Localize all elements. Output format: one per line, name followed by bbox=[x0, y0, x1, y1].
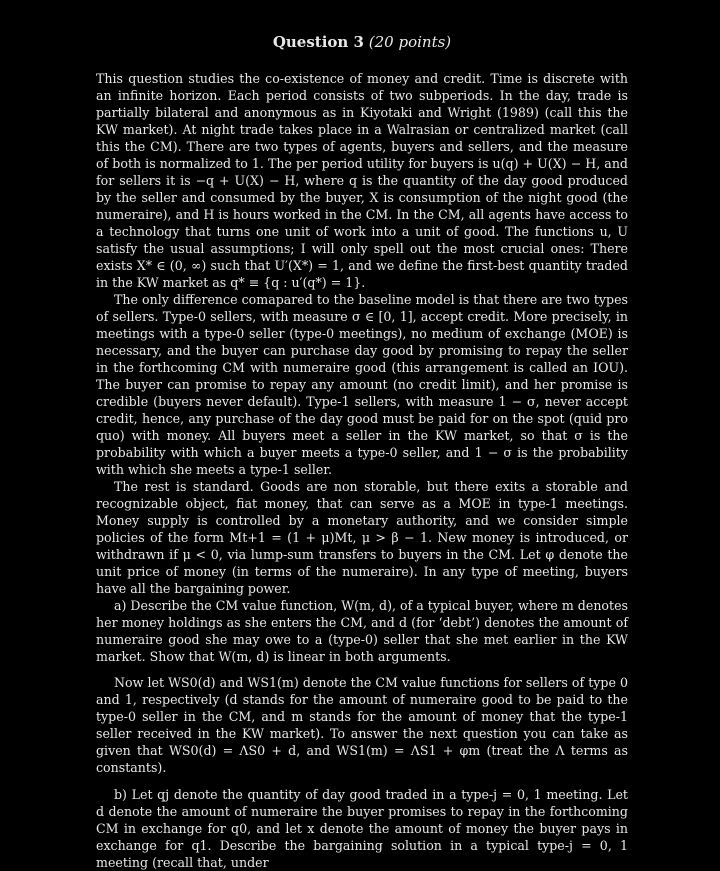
document-page bbox=[96, 28, 628, 871]
question-part-a: a) Describe the CM value function, W(m, d), of a typical buyer, where m denotes her money holdings as she enters the CM, and d (for ‘debt’) denotes the amount of numeraire good she may owe to a (type-0) seller that she met earlier in the KW market. Show that W(m, d) is linear in both arguments. bbox=[96, 598, 628, 664]
paragraph-seller-values: Now let WS0(d) and WS1(m) denote the CM value functions for sellers of type 0 and 1, respectively (d stands for the amount of numeraire good to be paid to the type-0 seller in the CM, and m stands for the amount of money that the type-1 seller received in the KW market). To answer the next question you can take as given that WS0(d) = ΛS0 + d, and WS1(m) = ΛS1 + φm (treat the Λ terms as constants). bbox=[96, 675, 628, 775]
paragraph-intro: This question studies the co-existence of money and credit. Time is discrete with an infinite horizon. Each period consists of two subperiods. In the day, trade is partially bilateral and anonymous as in Kiyotaki and Wright (1989) (call this the KW market). At night trade takes place in a Walrasian or centralized market (call this the CM). There are two types of agents, buyers and sellers, and the measure of both is normalized to 1. The per period utility for buyers is u(q) + U(X) − H, and for sellers it is −q + U(X) − H, where q is the quantity of the day good produced by the seller and consumed by the buyer, X is consumption of the night good (the numeraire), and H is hours worked in the CM. In the CM, all agents have access to a technology that turns one unit of work into a unit of good. The functions u, U satisfy the usual assumptions; I will only spell out the most crucial ones: There exists X* ∈ (0, ∞) such that U′(X*) = 1, and we define the first-best quantity traded in the KW market as q* ≡ {q : u′(q*) = 1}. bbox=[96, 71, 628, 290]
paragraph-difference: The only difference comapared to the baseline model is that there are two types of sellers. Type-0 sellers, with measure σ ∈ [0, 1], accept credit. More precisely, in meetings with a type-0 seller (type-0 meetings), no medium of exchange (MOE) is necessary, and the buyer can purchase day good by promising to repay the seller in the forthcoming CM with numeraire good (this arrangement is called an IOU). The buyer can promise to repay any amount (no credit limit), and her promise is credible (buyers never default). Type-1 sellers, with measure 1 − σ, never accept credit, hence, any purchase of the day good must be paid for on the spot (quid pro quo) with money. All buyers meet a seller in the KW market, so that σ is the probability with which a buyer meets a type-0 seller, and 1 − σ is the probability with which she meets a type-1 seller. bbox=[96, 292, 628, 477]
question-points: (20 points) bbox=[368, 33, 452, 51]
question-title bbox=[96, 32, 628, 52]
question-title-text: Question 3 bbox=[272, 33, 364, 51]
paragraph-standard: The rest is standard. Goods are non storable, but there exits a storable and recognizable object, fiat money, that can serve as a MOE in type-1 meetings. Money supply is controlled by a monetary authority, and we consider simple policies of the form Mt+1 = (1 + μ)Mt, μ > β − 1. New money is introduced, or withdrawn if μ < 0, via lump-sum transfers to buyers in the CM. Let φ denote the unit price of money (in terms of the numeraire). In any type of meeting, buyers have all the bargaining power. bbox=[96, 479, 628, 596]
question-part-b: b) Let qj denote the quantity of day good traded in a type-j = 0, 1 meeting. Let d denote the amount of numeraire the buyer promises to repay in the forthcoming CM in exchange for q0, and let x denote the amount of money the buyer pays in exchange for q1. Describe the bargaining solution in a typical type-j = 0, 1 meeting (recall that, under bbox=[96, 787, 628, 870]
